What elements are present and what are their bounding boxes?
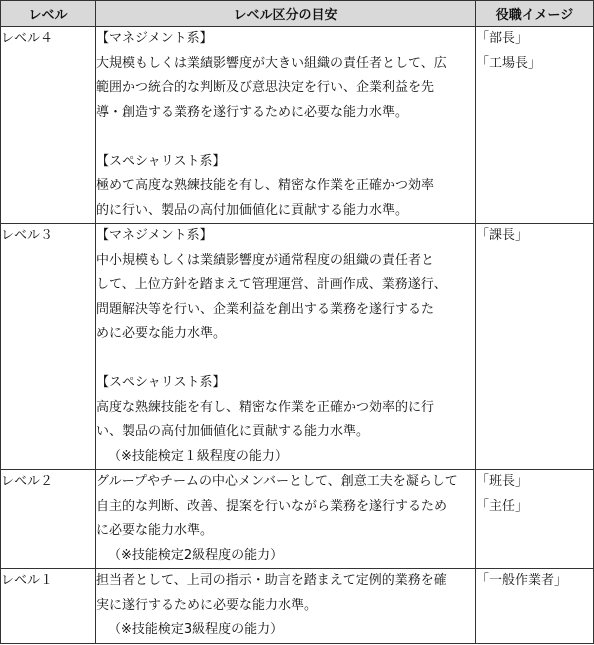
header-level: レベル [1,1,96,27]
description-cell [96,224,476,470]
skill-note: （※技能検定2級程度の能力） [108,547,284,563]
description-line: して、上位方針を踏まえて管理運営、計画作成、業務遂行、 [96,277,447,292]
description-line: 【マネジメント系】 [96,31,213,46]
role-label: 「班長」 [476,474,529,489]
table-row [1,27,594,224]
role-cell [476,27,594,224]
role-cell [476,569,594,644]
description-line: グループやチームの中心メンバーとして、創意工夫を凝らして [96,474,458,489]
description-line: 大規模もしくは業績影響度が大きい組織の責任者として、広 [96,55,447,71]
description-cell [96,27,476,224]
description-cell [96,470,476,569]
description-line: い、製品の高付加価値化に貢献する能力水準。 [96,424,370,439]
description-line: 自主的な判断、改善、提案を行いながら業務を遂行するため [96,498,448,514]
description-line: 実に遂行するために必要な能力水準。 [96,597,318,613]
description-line: 担当者として、上司の指示・助言を踏まえて定例的業務を確 [96,573,447,588]
role-label: 「主任」 [476,498,529,514]
skill-note: （※技能検定１級程度の能力） [108,448,288,464]
description-cell [96,569,476,644]
role-label: 「工場長」 [476,55,542,71]
role-label: 「一般作業者」 [476,573,568,588]
level-cell: レベル１ [1,569,96,644]
level-cell: レベル２ [1,470,96,569]
skill-note: （※技能検定3級程度の能力） [108,622,284,637]
description-line: 【マネジメント系】 [96,228,213,243]
description-line: 【スペシャリスト系】 [96,375,226,390]
description-line: 極めて高度な熟練技能を有し、精密な作業を正確かつ効率 [96,178,435,193]
table-row [1,470,594,569]
table-row [1,224,594,470]
description-line: 高度な熟練技能を有し、精密な作業を正確かつ効率的に行 [96,399,435,415]
role-cell [476,470,594,569]
role-label: 「課長」 [476,228,529,243]
table-row [1,569,594,644]
description-line: 中小規模もしくは業績影響度が通常程度の組織の責任者と [96,252,435,268]
header-description: レベル区分の目安 [96,1,476,27]
header-role: 役職イメージ [476,1,594,27]
role-label: 「部長」 [476,31,529,46]
description-line: 範囲かつ統合的な判断及び意思決定を行い、企業利益を先 [96,80,435,95]
description-line: 【スペシャリスト系】 [96,153,226,169]
description-line: に必要な能力水準。 [96,523,214,538]
description-line: 的に行い、製品の高付加価値化に貢献する能力水準。 [96,202,409,218]
spacer [96,125,475,150]
description-line: 導・創造する業務を遂行するために必要な能力水準。 [96,104,409,120]
header-row [1,1,594,27]
role-cell [476,224,594,470]
spacer [96,347,475,372]
level-cell: レベル４ [1,27,96,224]
description-line: 問題解決等を行い、企業利益を創出する業務を遂行するた [96,301,435,317]
level-cell: レベル３ [1,224,96,470]
description-line: めに必要な能力水準。 [96,326,227,341]
